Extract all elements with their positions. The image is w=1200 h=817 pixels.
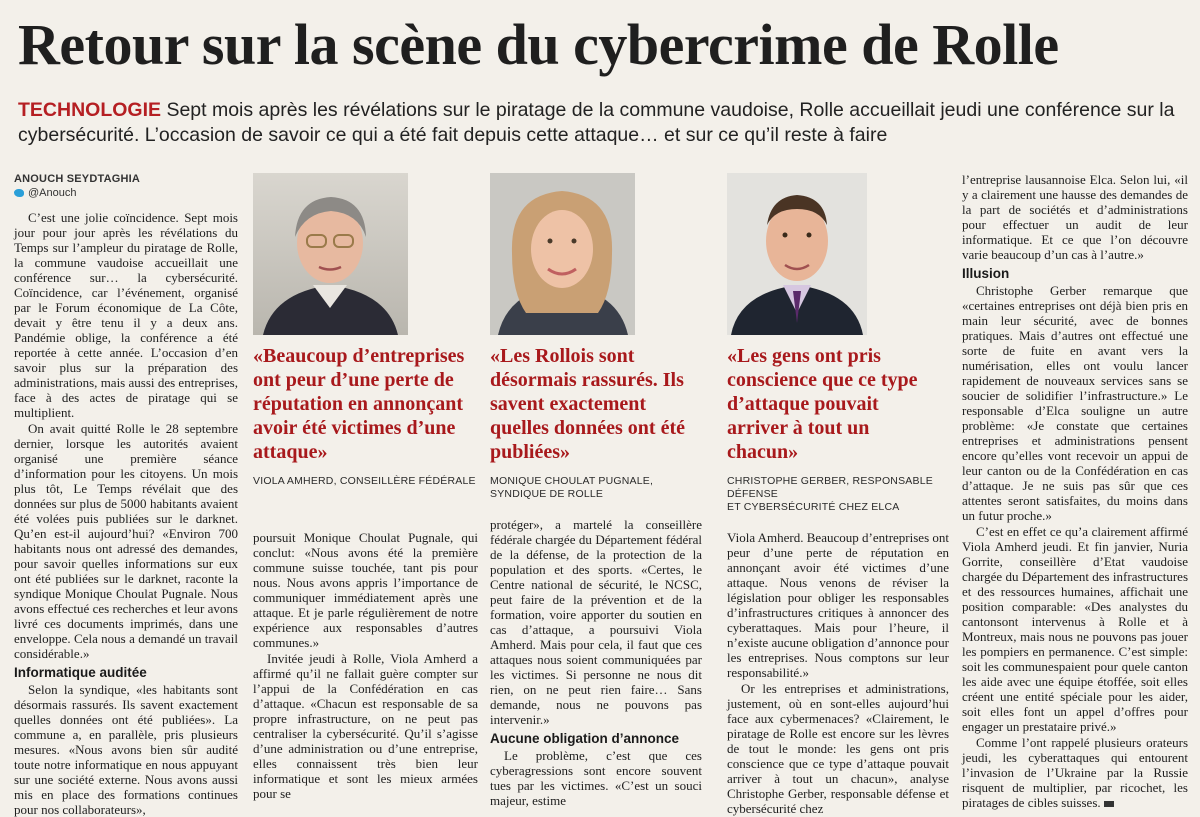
- article-column-2: [253, 530, 478, 801]
- credit-line: SYNDIQUE DE ROLLE: [490, 488, 604, 500]
- author-handle-row: [14, 186, 244, 200]
- subheading: Informatique auditée: [14, 665, 147, 680]
- paragraph-text: Comme l’ont rappelé plusieurs orateurs jeudi, les cyberattaques qui entourent l’invasion de l’Ukraine par la Russie risquent de multiplier, par ricochet, les piratages de cibles suisses.: [962, 735, 1188, 810]
- portrait-photo-monique-choulat-pugnale: [490, 173, 635, 335]
- paragraph: On avait quitté Rolle le 28 septembre dernier, lorsque les autorités avaient organisé une première séance d’information pour les citoyens. Un mois plus tôt, Le Temps révélait que des données sur plus de 5000 habitants avaient été volées puis publiées sur le darknet. Qu’en est-il aujourd’hui? «Environ 700 habitants nous ont adressé des demandes, pour savoir quelles informations sur eux ont été publiées sur le darknet, raconte la syndique Monique Choulat Pugnale. Nous avons effectué ces recherches et leur avons livré ces documents imprimés, dans une enveloppe. Cela nous a demandé un travail considérable.»: [14, 421, 238, 661]
- pull-quote-2: «Les Rollois sont désormais rassurés. Ils savent exactement quelles données ont été publiées»: [490, 345, 685, 463]
- pull-quote-1: «Beaucoup d’entreprises ont peur d’une perte de réputation en annonçant avoir été victimes d’une attaque»: [253, 345, 465, 463]
- paragraph: Or les entreprises et administrations, justement, où en sont-elles aujourd’hui face aux cybermenaces? «Clairement, le piratage de Rolle est encore sur les lèvres de tout le monde: les gens ont pris conscience que ce type d’attaque pouvait arriver à tout un chacun», analyse Christophe Gerber, responsable défense et cybersécurité chez: [727, 681, 949, 816]
- section-kicker: TECHNOLOGIE: [18, 99, 162, 121]
- headline: Retour sur la scène du cybercrime de Rolle: [18, 12, 1059, 77]
- paragraph: Viola Amherd. Beaucoup d’entreprises ont peur d’une perte de réputation en annonçant avoir été victimes d’une attaque. Nous venons de réviser la législation pour obliger les responsables d’infrastructures critiques à annoncer des cyberattaques. Mais pour l’heure, il n’existe aucune obligation d’annonce pour les entreprises. Nous comptons sur leur responsabilité.»: [727, 530, 949, 680]
- credit-line: CHRISTOPHE GERBER, RESPONSABLE DÉFENSE: [727, 475, 933, 500]
- article-column-3: [490, 517, 702, 808]
- quote-credit-1: [253, 475, 488, 488]
- paragraph: poursuit Monique Choulat Pugnale, qui conclut: «Nous avons été la première commune suisse touchée, tant pis pour nous. Nous avons appris l’importance de communiquer immédiatement après une attaque. Et je parle régulièrement de notre expérience aux responsables d’autres communes.»: [253, 530, 478, 650]
- article-column-1: [14, 210, 238, 817]
- lede: [18, 98, 1188, 148]
- credit-line: ET CYBERSÉCURITÉ CHEZ ELCA: [727, 501, 900, 513]
- paragraph: Invitée jeudi à Rolle, Viola Amherd a affirmé qu’il ne fallait guère compter sur l’appui de la Confédération en cas d’attaque. «Chacun est responsable de sa propre infrastructure, on ne peut pas centraliser la cybersécurité. Qu’il s’agisse d’une administration ou d’une entreprise, elles connaissent très bien leur informatique et sont les mieux armées pour se: [253, 651, 478, 801]
- twitter-bird-icon: [14, 189, 24, 197]
- subheading: Aucune obligation d’annonce: [490, 731, 679, 746]
- paragraph: [962, 735, 1188, 810]
- article-column-5: [962, 172, 1188, 810]
- credit-line: VIOLA AMHERD, CONSEILLÈRE FÉDÉRALE: [253, 475, 476, 487]
- paragraph: Le problème, c’est que ces cyberagressions sont encore souvent tues par les victimes. «C’est un souci majeur, estime: [490, 748, 702, 808]
- lede-text: Sept mois après les révélations sur le piratage de la commune vaudoise, Rolle accueillait jeudi une conférence sur la cybersécurité. L’occasion de savoir ce qui a été fait depuis cette attaque… et sur ce qu’il reste à faire: [18, 99, 1175, 146]
- byline: [14, 172, 244, 200]
- portrait-illustration: [727, 173, 867, 335]
- author-name: ANOUCH SEYDTAGHIA: [14, 173, 141, 185]
- paragraph: C’est une jolie coïncidence. Sept mois jour pour jour après les révélations du Temps sur l’ampleur du piratage de Rolle, la commune vaudoise accueillait une conférence sur… la cybersécurité. Coïncidence, car l’événement, organisé par le Forum économique de La Côte, devait y être tenu il y a deux ans. Pandémie oblige, la conférence a été reportée à cette année. L’occasion d’en savoir plus sur la préparation des administrations, mais aussi des entreprises, face à des actes de piratage qui se multiplient.: [14, 210, 238, 420]
- pull-quote-3: «Les gens ont pris conscience que ce type d’attaque pouvait arriver à tout un chacun»: [727, 345, 918, 463]
- quote-credit-3: [727, 475, 962, 514]
- author-handle[interactable]: @Anouch: [28, 187, 77, 199]
- end-of-article-mark: [1104, 801, 1114, 807]
- paragraph: Christophe Gerber remarque que «certaines entreprises ont déjà bien pris en main leur sécurité, avec de bonnes pratiques. Mais d’autres ont effectué une sorte de fuite en avant vers la numérisation, elles ont voulu lancer rapidement de nouveaux services sans se soucier de solidifier l’infrastructure.» Le responsable d’Elca souligne un autre problème: «Je constate que certaines entreprises et administrations pensent encore qu’elles vont recevoir un appui de leur canton ou de la Confédération en cas d’attaque. Je ne suis pas sûr que ces attentes seront satisfaites, du moins dans un futur proche.»: [962, 283, 1188, 523]
- portrait-photo-viola-amherd: [253, 173, 408, 335]
- portrait-photo-christophe-gerber: [727, 173, 867, 335]
- article-column-4: [727, 530, 949, 816]
- paragraph: protéger», a martelé la conseillère fédérale chargée du Département fédéral de la défense, de la protection de la population et des sports. «Certes, le Centre national de sécurité, le NCSC, peut faire de la prévention et de la formation, voire apporter du soutien en cas d’attaque, a poursuivi Viola Amherd. Mais pour cela, il faut que ces attaques nous soient communiquées par les victimes. Si personne ne nous dit rien, on ne peut rien faire… Sans demande, nous ne pouvons pas intervenir.»: [490, 517, 702, 727]
- paragraph: C’est en effet ce qu’a clairement affirmé Viola Amherd jeudi. Et fin janvier, Nuria Gorrite, conseillère d’Etat vaudoise chargée du Département des infrastructures et des ressources humaines, affichait une position comparable: «Des analystes du cantonsont intervenus à Rolle et à Montreux, mais nous ne pouvons pas jouer les pompiers en permanence. C’est simple: soit les communespaient pour quele canton les aide avec une équipe étoffée, soit elles créent une entité spéciale pour les aider, soit elles font un appel d’offres pour engager un prestataire privé.»: [962, 524, 1188, 734]
- portrait-illustration: [490, 173, 635, 335]
- portrait-illustration: [253, 173, 408, 335]
- subheading: Illusion: [962, 266, 1010, 281]
- paragraph: l’entreprise lausannoise Elca. Selon lui, «il y a clairement une hausse des demandes de la part de sociétés et d’administrations pour effectuer un audit de leur informatique. Et ce que l’on découvre varie beaucoup d’un cas à l’autre.»: [962, 172, 1188, 262]
- credit-line: MONIQUE CHOULAT PUGNALE,: [490, 475, 654, 487]
- paragraph: Selon la syndique, «les habitants sont désormais rassurés. Ils savent exactement quelles données ont été publiées». La commune a, en parallèle, pris plusieurs mesures. «Nous avons bien sûr audité toute notre informatique en nous appuyant sur une société externe. Nous avons aussi mis en place des formations continues pour nos collaborateurs»,: [14, 682, 238, 817]
- quote-credit-2: [490, 475, 700, 501]
